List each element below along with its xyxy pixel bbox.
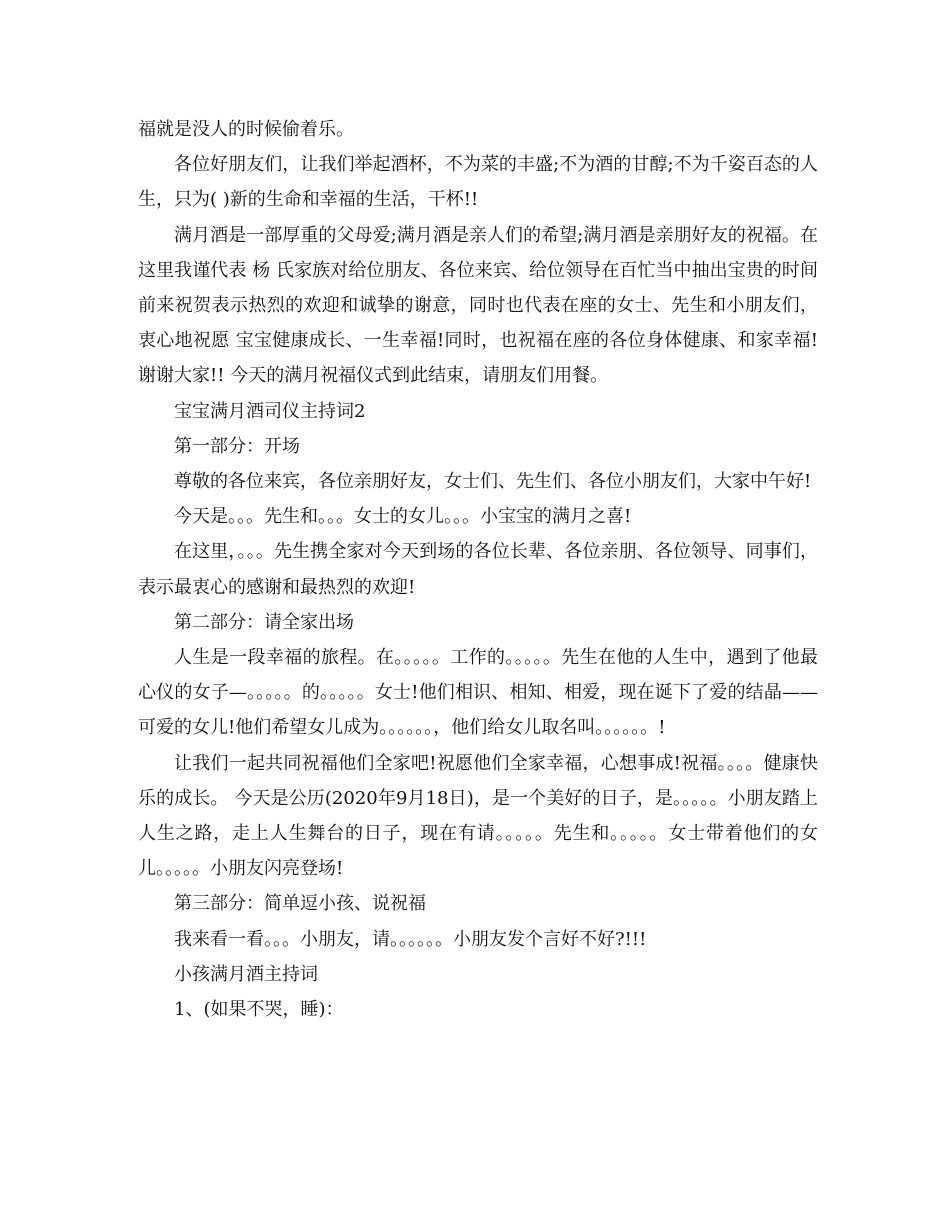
paragraph: 各位好朋友们，让我们举起酒杯，不为菜的丰盛;不为酒的甘醇;不为千姿百态的人生，只为( )新的生命和幸福的生活，干杯!! <box>138 154 818 211</box>
paragraph: 在这里，。。。先生携全家对今天到场的各位长辈、各位亲朋、各位领导、同事们，表示最衷心的感谢和最热烈的欢迎! <box>138 541 818 598</box>
paragraph: 我来看一看。。。小朋友，请。。。。。。小朋友发个言好不好?!!! <box>174 928 647 950</box>
paragraph: 人生是一段幸福的旅程。在。。。。。工作的。。。。。先生在他的人生中，遇到了他最心仪的女子—。。。。。的。。。。。女士!他们相识、相知、相爱，现在诞下了爱的结晶—— 可爱的女儿!他们希望女儿成为。。。。。。，他们给女儿取名叫。。。。。。! <box>138 647 818 739</box>
paragraph: 福就是没人的时候偷着乐。 <box>138 119 354 140</box>
paragraph: 1、(如果不哭，睡)： <box>174 999 344 1021</box>
paragraph: 让我们一起共同祝福他们全家吧!祝愿他们全家幸福，心想事成!祝福。。。。健康快乐的成长。 今天是公历(2020年9月18日)，是一个美好的日子，是。。。。。小朋友踏上人生之路，走上人生舞台的日子，现在有请。。。。。先生和。。。。。女士带着他们的女儿。。。。。小朋友闪亮登场! <box>138 752 818 880</box>
paragraph: 第一部分：开场 <box>174 435 300 457</box>
paragraph: 第三部分：简单逗小孩、说祝福 <box>174 893 426 915</box>
paragraph: 宝宝满月酒司仪主持词2 <box>174 400 366 422</box>
paragraph: 小孩满月酒主持词 <box>174 963 318 985</box>
paragraph: 尊敬的各位来宾，各位亲朋好友，女士们、先生们、各位小朋友们，大家中午好! <box>174 471 812 493</box>
paragraph: 今天是。。。先生和。。。女士的女儿。。。小宝宝的满月之喜! <box>174 506 632 528</box>
paragraph: 满月酒是一部厚重的父母爱;满月酒是亲人们的希望;满月酒是亲朋好友的祝福。在这里我谨代表 杨 氏家族对给位朋友、各位来宾、给位领导在百忙当中抽出宝贵的时间前来祝贺表示热烈的欢迎和诚挚的谢意，同时也代表在座的女士、先生和小朋友们，衷心地祝愿 宝宝健康成长、一生幸福!同时，也祝福在座的各位身体健康、和家幸福!谢谢大家!! 今天的满月祝福仪式到此结束，请朋友们用餐。 <box>138 224 818 387</box>
paragraph: 第二部分：请全家出场 <box>174 611 354 633</box>
document-body <box>138 112 818 1027</box>
